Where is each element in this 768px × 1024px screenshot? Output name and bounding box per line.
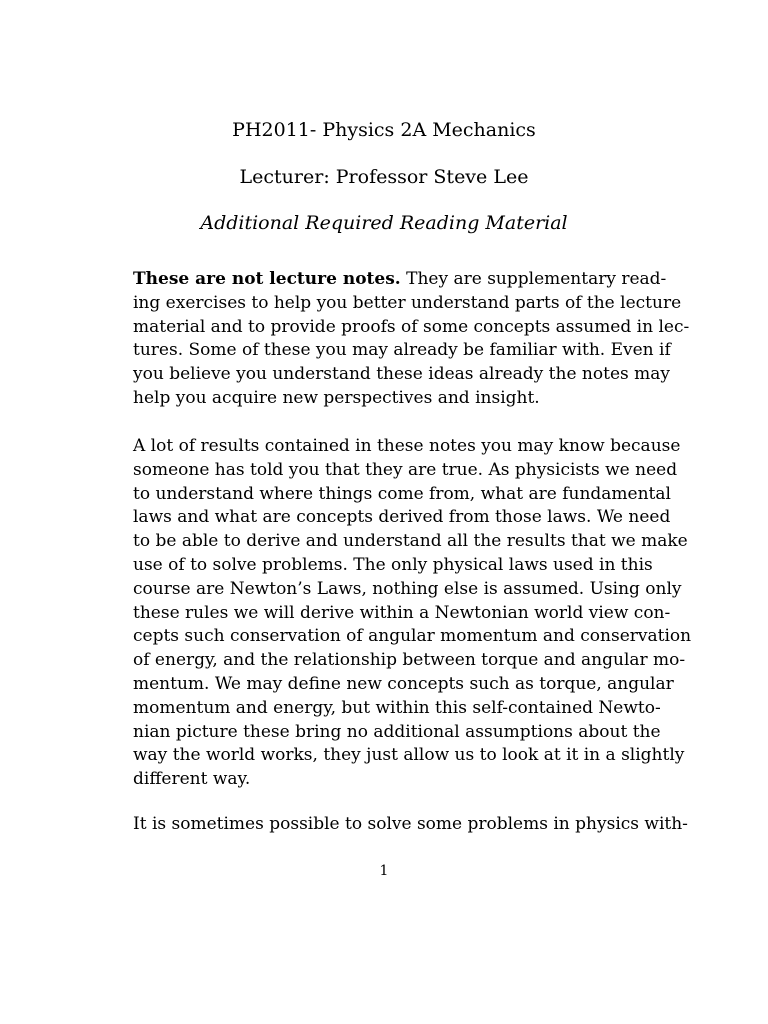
text-line: material and to provide proofs of some concepts assumed in lec- (133, 316, 690, 337)
text-line: momentum and energy, but within this self-contained Newto- (133, 697, 661, 718)
text-line: A lot of results contained in these notes you may know because (133, 436, 681, 456)
text-line: to understand where things come from, what are fundamental (133, 483, 671, 504)
text-line: course are Newton’s Laws, nothing else is assumed. Using only (133, 578, 682, 599)
reading-subtitle: Additional Required Reading Material (200, 212, 568, 234)
paragraph-results (133, 435, 692, 792)
lecturer-line: Lecturer: Professor Steve Lee (239, 166, 529, 188)
text-line: tures. Some of these you may already be familiar with. Even if (133, 340, 671, 361)
text-line: different way. (133, 769, 251, 790)
text-line: help you acquire new perspectives and insight. (133, 387, 540, 408)
text-line (133, 268, 667, 292)
text-line: nian picture these bring no additional assumptions about the (133, 721, 661, 742)
text-line: mentum. We may define new concepts such as torque, angular (133, 673, 674, 694)
text-line: to be able to derive and understand all the results that we make (133, 531, 688, 552)
text-line: of energy, and the relationship between torque and angular mo- (133, 650, 686, 671)
text-line: cepts such conservation of angular momentum and conservation (133, 626, 692, 647)
text-line: these rules we will derive within a Newtonian world view con- (133, 602, 671, 623)
text-line: use of to solve problems. The only physical laws used in this (133, 554, 653, 575)
text-line: It is sometimes possible to solve some problems in physics with- (133, 814, 688, 834)
course-title: PH2011- Physics 2A Mechanics (232, 119, 536, 141)
text-line: someone has told you that they are true. As physicists we need (133, 459, 678, 480)
paragraph-continued (133, 813, 688, 837)
text-line: you believe you understand these ideas already the notes may (133, 364, 670, 385)
paragraph-intro (133, 268, 690, 411)
text-line: laws and what are concepts derived from those laws. We need (133, 507, 671, 528)
bold-lead: These are not lecture notes. (133, 269, 401, 289)
text-line: ing exercises to help you better understand parts of the lecture (133, 292, 682, 313)
line-text: They are supplementary read- (400, 269, 667, 289)
page-number: 1 (379, 863, 389, 879)
text-line: way the world works, they just allow us to look at it in a slightly (133, 745, 685, 766)
